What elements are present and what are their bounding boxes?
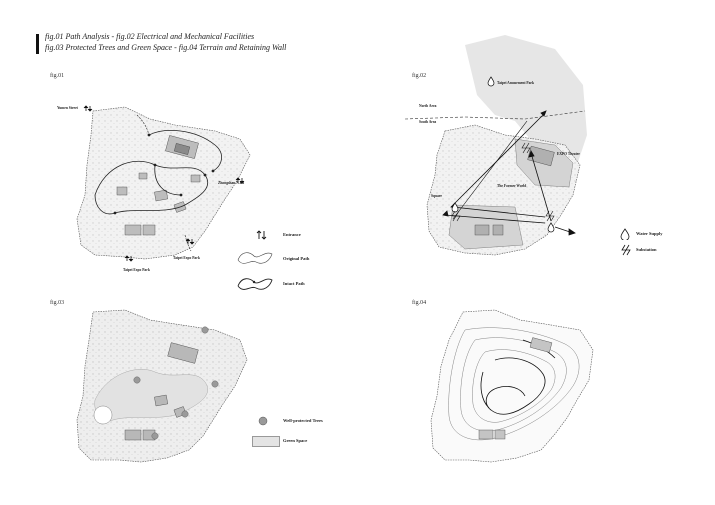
green-space-swatch: [252, 436, 280, 447]
site-boundary: [431, 310, 593, 462]
label-amusement-park: Taipei Amusement Park: [497, 81, 535, 85]
legend-entrance: Entrance: [283, 232, 301, 237]
legend-water-supply: Water Supply: [636, 231, 663, 236]
legend-intact-path: Intact Path: [283, 281, 305, 286]
label-expo-park-2: Taipei Expo Park: [123, 268, 150, 272]
caption-line-1: fig.01 Path Analysis - fig.02 Electrical and Mechanical Facilities: [45, 32, 255, 41]
original-path-icon: [236, 248, 274, 270]
protected-tree: [152, 433, 158, 439]
intact-path-icon: [236, 274, 274, 296]
fig02-label: fig.02: [412, 73, 427, 79]
entrance-icon: [255, 230, 269, 240]
label-north-area: North Area: [419, 104, 437, 108]
fig04-label: fig.04: [412, 300, 427, 306]
label-expo-park-1: Taipei Expo Park: [173, 256, 200, 260]
protected-tree: [202, 327, 208, 333]
fig01-site-map: [55, 95, 255, 275]
fig03-label: fig.03: [50, 300, 65, 306]
legend-green-space: Green Space: [283, 438, 308, 443]
substation-bolt-icon: [620, 244, 632, 256]
protected-tree: [134, 377, 140, 383]
pond: [94, 406, 112, 424]
protected-tree: [182, 411, 188, 417]
label-zhongshan: Zhongshan N.Rd: [218, 181, 245, 185]
label-south-area: South Area: [419, 120, 437, 124]
label-yumen-street: Yumen Street: [57, 106, 78, 110]
fig01-label: fig.01: [50, 73, 65, 79]
fig02-site-map: [405, 35, 625, 275]
tree-icon: [258, 416, 268, 426]
legend-protected-trees: Well-protected Trees: [283, 418, 323, 423]
caption-line-2: fig.03 Protected Trees and Green Space - fig.04 Terrain and Retaining Wall: [45, 43, 287, 52]
protected-tree: [212, 381, 218, 387]
legend-substation: Substation: [636, 247, 657, 252]
building: [125, 225, 141, 235]
legend-original-path: Original Path: [283, 256, 310, 261]
fig03-site-map: [55, 300, 255, 480]
label-expo-theater: EXPO Theater: [557, 152, 580, 156]
caption-bar: [36, 34, 39, 54]
label-square: Square: [431, 194, 442, 198]
fig04-terrain-map: [405, 300, 605, 480]
label-former-world: The Former World: [497, 184, 527, 188]
water-drop-icon: [620, 228, 630, 240]
